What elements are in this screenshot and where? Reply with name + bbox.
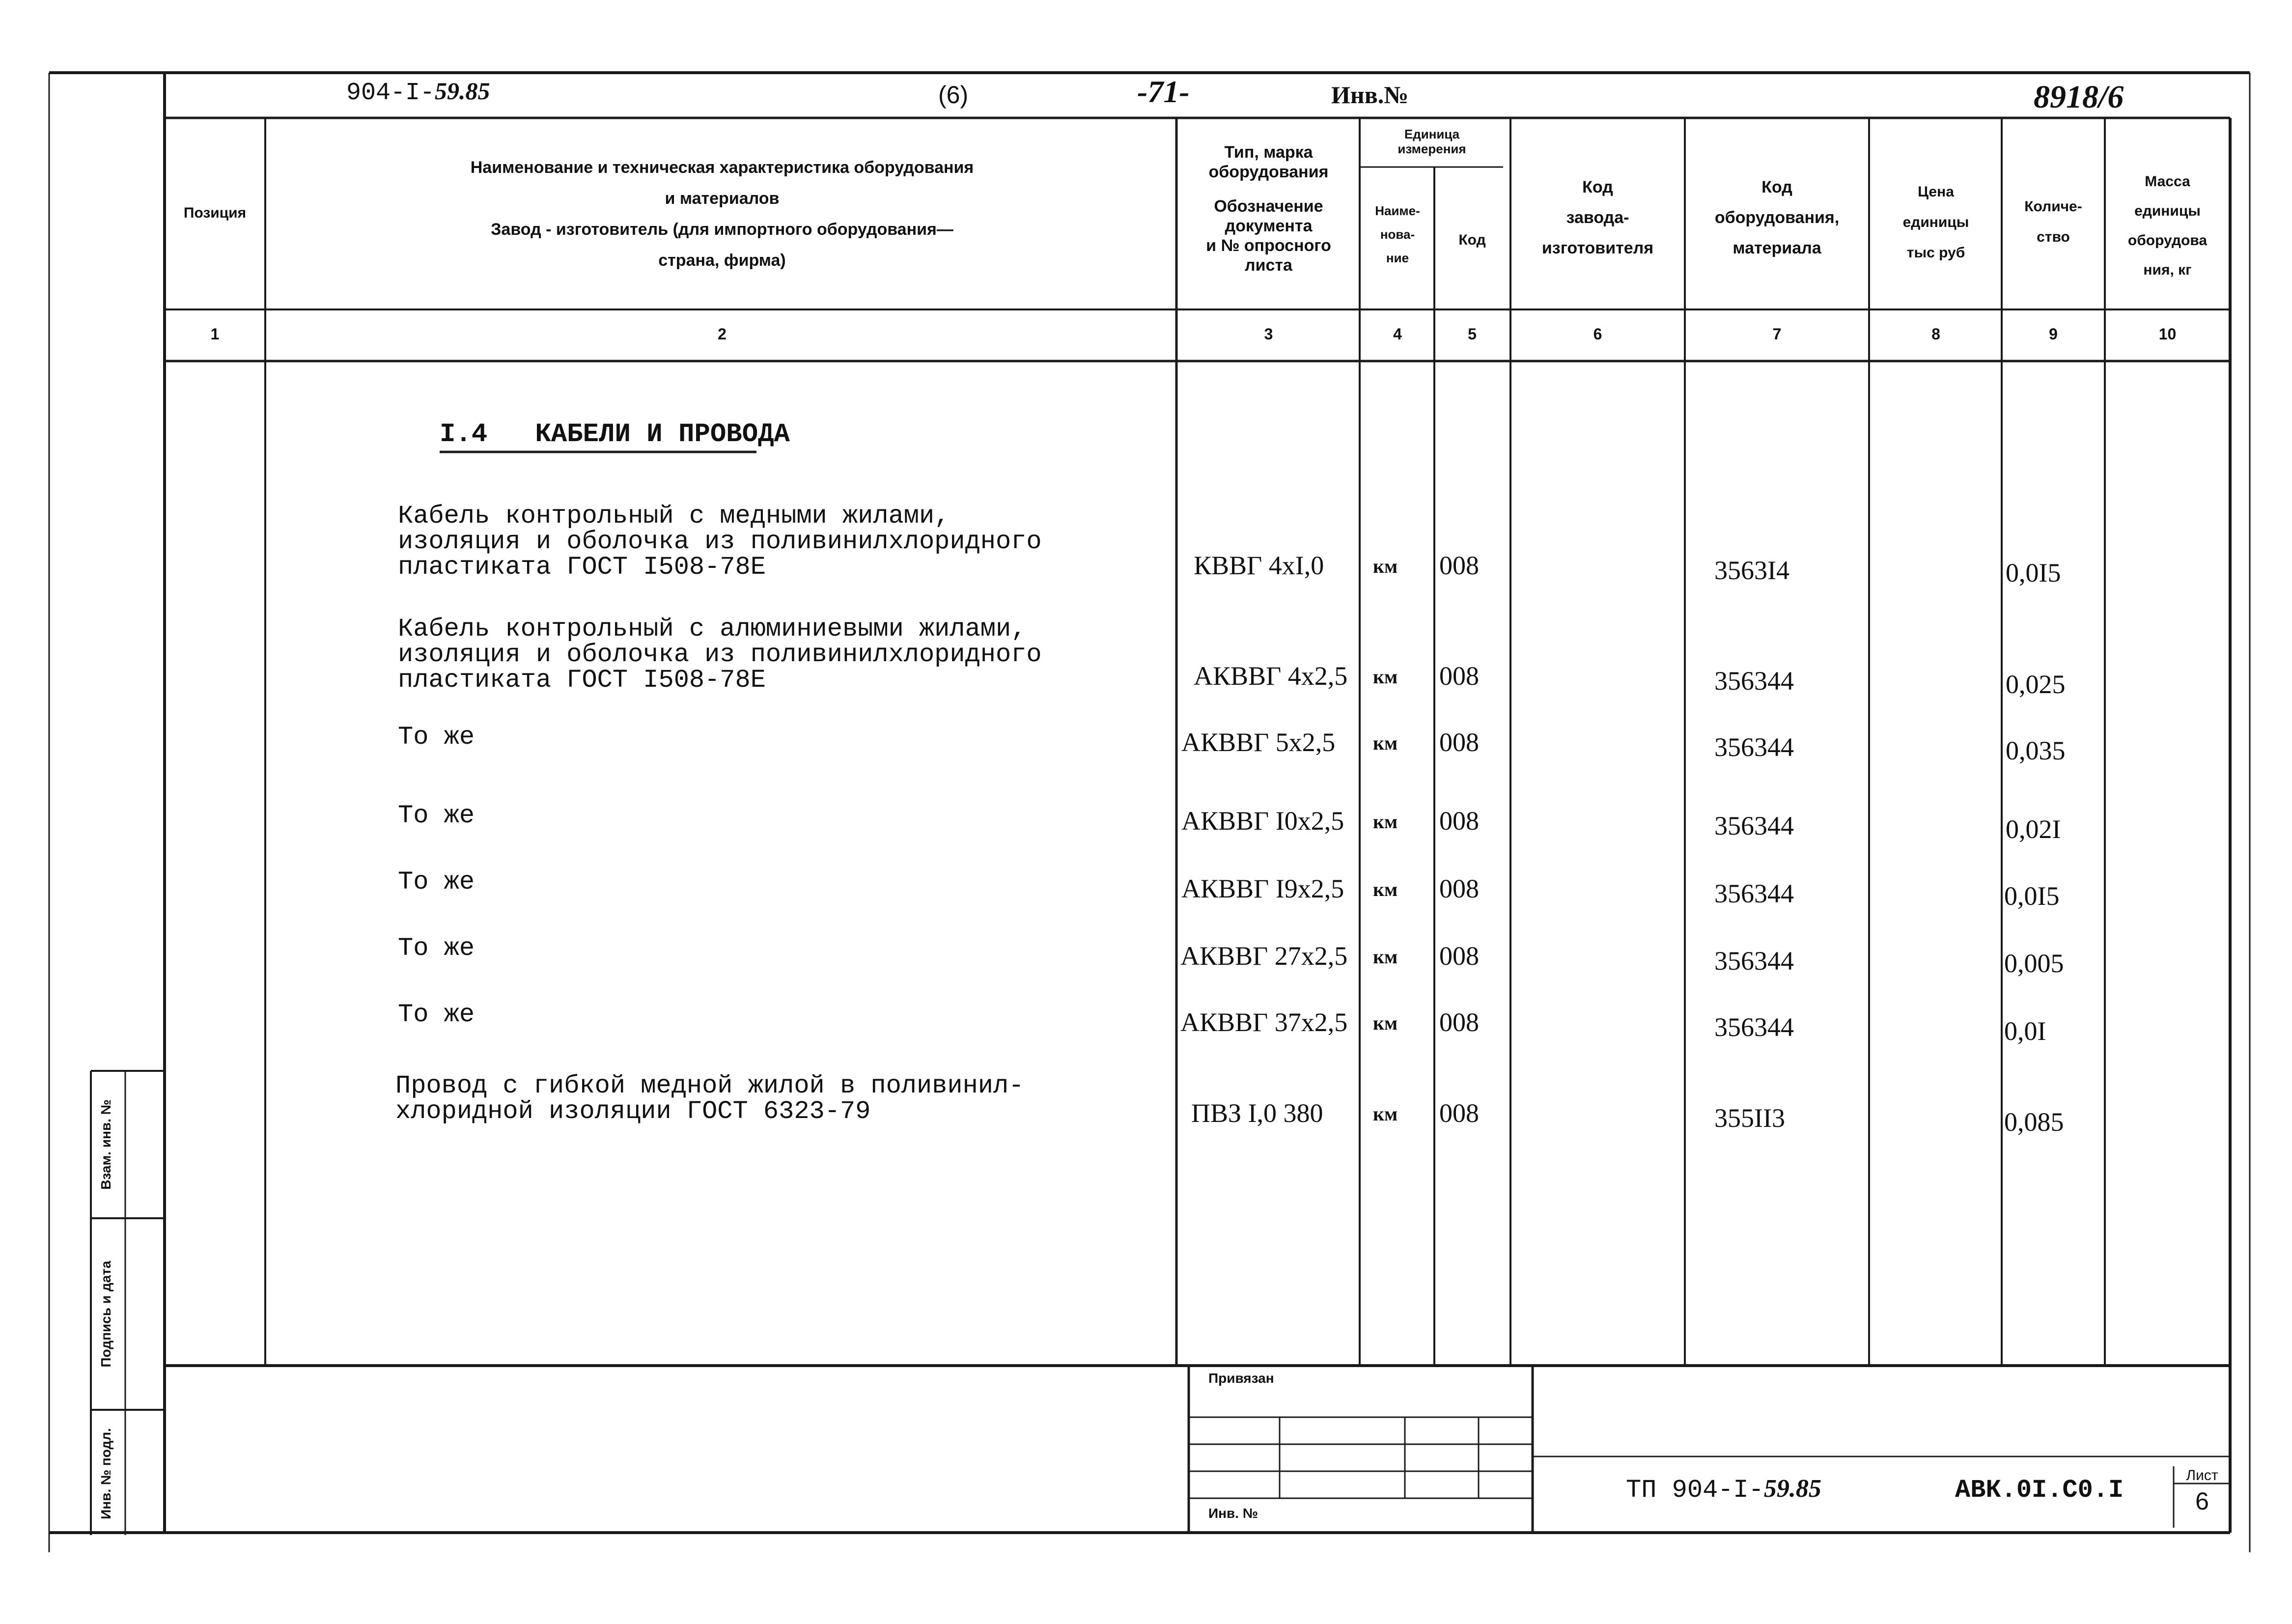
header-price: Цена единицы тыс руб xyxy=(1902,184,1969,261)
row-unit: км xyxy=(1373,946,1398,968)
row-unit-code: 008 xyxy=(1439,728,1479,757)
row-material-code: 356344 xyxy=(1714,946,1794,976)
row-unit: км xyxy=(1373,1012,1398,1034)
side-label-inv-podl: Инв. № подл. xyxy=(98,1428,113,1519)
row-description: То же xyxy=(398,723,475,752)
side-label-sign-date: Подпись и дата xyxy=(98,1260,113,1368)
header-mass: Масса единицы оборудова ния, кг xyxy=(2127,173,2208,278)
row-type: ПВЗ I,0 380 xyxy=(1191,1098,1323,1128)
row-unit-code: 008 xyxy=(1439,1008,1479,1037)
row-type: АКВВГ I0х2,5 xyxy=(1181,806,1344,836)
stamp-inv-label: Инв. № xyxy=(1208,1506,1258,1521)
header-qty: Количе- ство xyxy=(2024,198,2082,245)
stamp-tp-code xyxy=(1626,1476,1821,1503)
row-description: То же xyxy=(398,1000,475,1029)
row-type: АКВВГ I9х2,5 xyxy=(1181,874,1344,903)
handwritten-number: -71- xyxy=(1137,74,1190,109)
row-description: То же xyxy=(398,934,475,963)
inv-number-handwritten: 8918/6 xyxy=(2034,79,2124,115)
row-unit-code: 008 xyxy=(1439,806,1479,836)
row-unit: км xyxy=(1373,878,1398,900)
header-mfr-code: Код завода- изготовителя xyxy=(1541,178,1654,257)
row-description: Кабель контрольный с алюминиевыми жилами, изоляция и оболочка из поливинилхлоридного пластиката ГОСТ I508-78Е xyxy=(398,615,1042,695)
row-material-code: 356344 xyxy=(1714,811,1794,840)
row-unit: км xyxy=(1373,1103,1398,1125)
row-material-code: 355II3 xyxy=(1714,1103,1785,1133)
page-marker: (6) xyxy=(938,81,969,109)
row-unit-code: 008 xyxy=(1439,661,1479,691)
row-description: Кабель контрольный с медными жилами, изоляция и оболочка из поливинилхлоридного пластиката ГОСТ I508-78Е xyxy=(398,502,1042,582)
header-type: Тип, марка оборудования Обозначение документа и № опросного листа xyxy=(1206,143,1331,275)
column-number-3: 3 xyxy=(1264,325,1273,343)
stamp-attached-label: Привязан xyxy=(1208,1371,1274,1386)
row-unit: км xyxy=(1373,811,1398,833)
stamp-sheet-label: Лист xyxy=(2186,1467,2218,1484)
doc-code xyxy=(346,79,490,106)
row-material-code: 356344 xyxy=(1714,666,1794,696)
row-unit-code: 008 xyxy=(1439,874,1479,903)
stamp-tp-code-handwritten: 59.85 xyxy=(1763,1475,1821,1503)
column-number-2: 2 xyxy=(718,325,727,343)
side-label-vzam: Взам. инв. № xyxy=(98,1099,113,1190)
column-number-7: 7 xyxy=(1772,325,1782,343)
row-description: То же xyxy=(398,801,475,830)
row-qty: 0,02I xyxy=(2006,814,2061,844)
row-type: КВВГ 4хI,0 xyxy=(1194,551,1324,580)
row-type: АКВВГ 4х2,5 xyxy=(1194,661,1348,691)
section-title: I.4 КАБЕЛИ И ПРОВОДА xyxy=(440,420,790,449)
row-type: АКВВГ 5х2,5 xyxy=(1181,728,1336,757)
row-material-code: 3563I4 xyxy=(1714,556,1789,585)
row-qty: 0,0I xyxy=(2004,1016,2046,1046)
row-description: То же xyxy=(398,868,475,896)
row-type: АКВВГ 27х2,5 xyxy=(1180,941,1348,971)
row-unit-code: 008 xyxy=(1439,1098,1479,1128)
row-material-code: 356344 xyxy=(1714,732,1794,762)
column-number-6: 6 xyxy=(1593,325,1602,343)
column-number-1: 1 xyxy=(210,325,220,343)
row-qty: 0,0I5 xyxy=(2004,881,2060,911)
column-number-5: 5 xyxy=(1468,325,1477,343)
row-description: Провод с гибкой медной жилой в поливинил- хлоридной изоляции ГОСТ 6323-79 xyxy=(395,1071,1024,1126)
row-unit: км xyxy=(1373,666,1398,688)
row-qty: 0,005 xyxy=(2004,949,2064,978)
header-position: Позиция xyxy=(183,205,247,221)
row-qty: 0,035 xyxy=(2006,736,2066,765)
row-qty: 0,085 xyxy=(2004,1107,2064,1137)
column-number-4: 4 xyxy=(1393,325,1402,343)
header-name: Наименование и техническая характеристика оборудования и материалов Завод - изготовитель (для импортного оборудования— страна, фирма) xyxy=(470,158,974,270)
row-type: АКВВГ 37х2,5 xyxy=(1180,1008,1348,1037)
column-number-9: 9 xyxy=(2049,325,2058,343)
stamp-abk-code: АВК.0I.С0.I xyxy=(1955,1476,2124,1505)
row-material-code: 356344 xyxy=(1714,1012,1794,1042)
inv-label-top: Инв.№ xyxy=(1331,81,1409,109)
header-equip-code: Код оборудования, материала xyxy=(1714,178,1840,257)
row-qty: 0,0I5 xyxy=(2006,558,2061,588)
column-number-10: 10 xyxy=(2158,325,2177,343)
row-material-code: 356344 xyxy=(1714,879,1794,908)
doc-code-printed: 904-I- xyxy=(346,79,435,107)
row-qty: 0,025 xyxy=(2006,670,2066,699)
row-unit: км xyxy=(1373,555,1398,577)
column-number-8: 8 xyxy=(1931,325,1940,343)
stamp-sheet-number: 6 xyxy=(2195,1487,2209,1515)
row-unit-code: 008 xyxy=(1439,551,1479,580)
stamp-tp-code-printed: ТП 904-I- xyxy=(1626,1476,1764,1505)
doc-code-handwritten: 59.85 xyxy=(435,77,490,105)
row-unit-code: 008 xyxy=(1439,941,1479,971)
header-unit-name: Наиме- нова- ние xyxy=(1375,203,1420,265)
header-unit-code: Код xyxy=(1458,232,1486,248)
header-unit-group: Единица измерения xyxy=(1398,127,1466,156)
row-unit: км xyxy=(1373,732,1398,754)
